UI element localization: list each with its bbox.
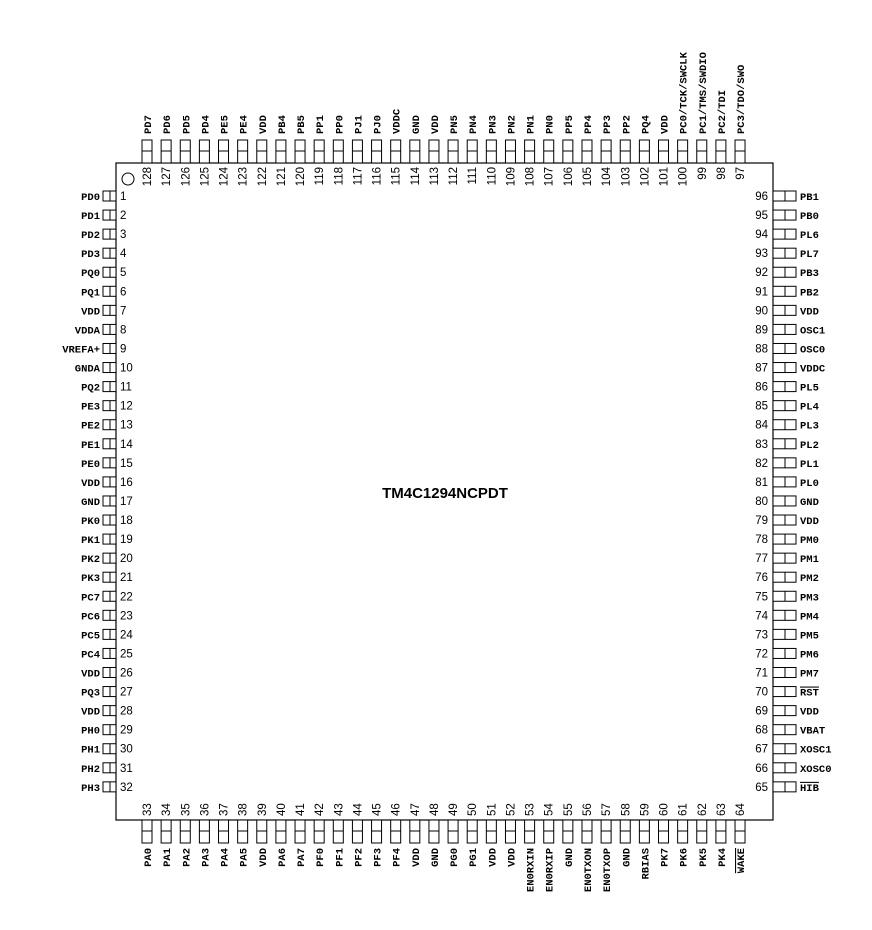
pin-label: PA2 xyxy=(181,848,194,867)
pin-label: VDD xyxy=(487,848,500,867)
pin-number: 48 xyxy=(428,803,441,816)
pin-number: 112 xyxy=(448,167,461,186)
pin-label: EN0RXIN xyxy=(525,848,538,893)
pin-label: PC7 xyxy=(81,592,100,605)
pin-number: 39 xyxy=(256,803,269,816)
pin-number: 45 xyxy=(371,803,384,816)
pin-number: 9 xyxy=(120,343,127,356)
pin-label: PM5 xyxy=(800,630,819,643)
pin-number: 100 xyxy=(677,167,690,187)
pin-label: PM7 xyxy=(800,668,819,681)
pin-label: PM2 xyxy=(800,573,819,586)
pin-label: PA3 xyxy=(200,848,213,867)
pin-label: PN1 xyxy=(525,115,538,134)
pin-label: PE3 xyxy=(81,401,100,414)
pin-number: 74 xyxy=(755,610,768,623)
pin-number: 114 xyxy=(409,167,422,186)
pin-number: 31 xyxy=(120,762,133,775)
pin-label: PC6 xyxy=(81,611,100,624)
pin-number: 91 xyxy=(755,286,768,299)
pin-number: 52 xyxy=(505,803,518,816)
pin-label: PB5 xyxy=(296,115,309,134)
pin-label: PN4 xyxy=(468,115,481,134)
pin-label: VDD xyxy=(410,848,423,867)
pin-label: PE2 xyxy=(81,420,100,433)
pin-label: PK4 xyxy=(716,848,729,867)
pin-label: PB2 xyxy=(800,287,819,300)
pin-label: PC4 xyxy=(81,649,100,662)
pin-number: 101 xyxy=(658,167,671,187)
pin-label: PK3 xyxy=(81,573,100,586)
pin-label: PP0 xyxy=(334,115,347,134)
pin-label: PP4 xyxy=(582,115,595,134)
pin-number: 56 xyxy=(581,803,594,816)
pin-number: 6 xyxy=(120,286,127,299)
pin-number: 108 xyxy=(524,167,537,187)
pin-label: VDD xyxy=(800,516,819,529)
pin-label: PC0/TCK/SWCLK xyxy=(678,52,691,134)
pin-number: 44 xyxy=(352,803,365,816)
pin-number: 10 xyxy=(120,362,133,375)
pin-label: VDD xyxy=(81,668,100,681)
pin-number: 126 xyxy=(180,167,193,187)
pin-label: PK0 xyxy=(81,516,100,529)
pin-number: 65 xyxy=(755,781,768,794)
chip-part-number: TM4C1294NCPDT xyxy=(382,485,508,502)
pin-number: 57 xyxy=(601,803,614,816)
pin-label: PD6 xyxy=(162,115,175,134)
pin-number: 32 xyxy=(120,781,133,794)
pin-number: 2 xyxy=(120,210,127,223)
pin-number: 119 xyxy=(314,167,327,186)
pin-number: 43 xyxy=(333,803,346,816)
pin-number: 80 xyxy=(755,495,768,508)
pin-number: 55 xyxy=(562,803,575,816)
pin-number: 12 xyxy=(120,400,133,413)
pin-number: 51 xyxy=(486,803,499,816)
pin-label: PL7 xyxy=(800,249,819,262)
pin-label: PH1 xyxy=(81,744,100,757)
pin-number: 49 xyxy=(448,803,461,816)
pin-number: 29 xyxy=(120,724,133,737)
pin-label: VDD xyxy=(800,306,819,319)
pin-number: 78 xyxy=(755,534,768,547)
pin-number: 34 xyxy=(161,803,174,816)
pin-label: VREFA+ xyxy=(62,344,100,357)
pin-label: OSC1 xyxy=(800,325,826,338)
pin-label: PQ1 xyxy=(81,287,100,300)
pin-label: PK7 xyxy=(659,848,672,867)
pin-label: PG1 xyxy=(468,848,481,867)
pin-number: 22 xyxy=(120,591,133,604)
pin-label: GND xyxy=(621,848,634,867)
pin-number: 37 xyxy=(218,803,231,816)
pin-number: 54 xyxy=(543,803,556,816)
pin-number: 120 xyxy=(295,167,308,187)
pin-number: 92 xyxy=(755,267,768,280)
pin-number: 87 xyxy=(755,362,768,375)
pin-label: PH2 xyxy=(81,763,100,776)
pin-label: PD3 xyxy=(81,249,100,262)
pin-label: GND xyxy=(429,848,442,867)
pin-number: 17 xyxy=(120,495,133,508)
pin-number: 77 xyxy=(755,553,768,566)
pin-label: PE5 xyxy=(219,115,232,134)
pin-number: 30 xyxy=(120,743,133,756)
pin-number: 124 xyxy=(218,167,231,187)
pin-label: PM6 xyxy=(800,649,819,662)
pin-label: PK6 xyxy=(678,848,691,867)
pin-number: 109 xyxy=(505,167,518,187)
pin-label: PP5 xyxy=(563,115,576,134)
pin-number: 97 xyxy=(735,167,748,180)
pin-label: VDDC xyxy=(391,108,404,134)
pin-number: 36 xyxy=(199,803,212,816)
pin-label: PC2/TDI xyxy=(716,89,729,134)
pin-label: PM4 xyxy=(800,611,819,624)
pin-label: PJ0 xyxy=(372,115,385,134)
pin-label: VDD xyxy=(659,115,672,134)
pin-number: 33 xyxy=(142,803,154,816)
pin-number: 82 xyxy=(755,457,768,470)
pin-label: VDDA xyxy=(74,325,100,338)
pin-label: PD0 xyxy=(81,192,100,204)
pin-label: EN0TXOP xyxy=(602,848,615,893)
pin-number: 20 xyxy=(120,553,133,566)
pin-label: PP1 xyxy=(315,115,328,134)
pin-label: PD1 xyxy=(81,211,100,224)
pin-number: 7 xyxy=(120,305,127,318)
pin-number: 116 xyxy=(371,167,384,186)
pin-label: PA1 xyxy=(162,848,175,867)
pin-number: 58 xyxy=(620,803,633,816)
pin-label: PM3 xyxy=(800,592,819,605)
pin-number: 128 xyxy=(142,167,154,187)
pin-label: PQ4 xyxy=(640,115,653,134)
pin-label: PL2 xyxy=(800,439,819,452)
pin-number: 110 xyxy=(486,167,499,186)
pin-number: 105 xyxy=(581,167,594,187)
pin-label: RBIAS xyxy=(640,848,653,880)
pin-number: 19 xyxy=(120,534,133,547)
pin-label: PG0 xyxy=(449,848,462,867)
pin-number: 15 xyxy=(120,457,133,470)
pin-number: 25 xyxy=(120,648,133,661)
pin-number: 96 xyxy=(755,191,768,203)
pin-label: PC3/TDO/SWO xyxy=(736,64,749,134)
pin-number: 8 xyxy=(120,324,127,337)
pin-number: 85 xyxy=(755,400,768,413)
pin-number: 99 xyxy=(696,167,709,180)
pin-label: PN3 xyxy=(487,115,500,134)
pin-label: PM1 xyxy=(800,554,819,567)
pin-label: WAKE xyxy=(736,848,749,874)
pin-number: 69 xyxy=(755,705,768,718)
pin-number: 11 xyxy=(120,381,132,394)
pin-label: VDD xyxy=(81,306,100,319)
pin-number: 46 xyxy=(390,803,403,816)
pin-number: 121 xyxy=(275,167,288,187)
pin-number: 38 xyxy=(237,803,250,816)
pin-label: PF4 xyxy=(391,848,404,867)
pin-number: 4 xyxy=(120,248,127,261)
pin-number: 61 xyxy=(677,803,690,816)
pin-number: 103 xyxy=(620,167,633,187)
pin-label: PL3 xyxy=(800,420,819,433)
pin-label: PD4 xyxy=(200,115,213,134)
pin-label: GND xyxy=(800,496,819,509)
pin-label: VDD xyxy=(81,706,100,719)
pin-number: 40 xyxy=(275,803,288,816)
pin-label: PJ1 xyxy=(353,115,366,134)
pin-label: EN0RXIP xyxy=(544,848,557,893)
pin-number: 53 xyxy=(524,803,537,816)
pin-label: PH3 xyxy=(81,782,100,795)
pin-label: PL0 xyxy=(800,477,819,490)
pin-number: 125 xyxy=(199,167,212,187)
pin-label: GND xyxy=(563,848,576,867)
pin-label: PP2 xyxy=(621,115,634,134)
pin-label: OSC0 xyxy=(800,344,826,357)
pin-label: PC5 xyxy=(81,630,100,643)
pin-number: 24 xyxy=(120,629,133,642)
pin-label: PD5 xyxy=(181,115,194,134)
pin-number: 76 xyxy=(755,572,768,585)
pin-label: XOSC0 xyxy=(800,763,832,776)
pin-label: PL6 xyxy=(800,230,819,243)
pin-label: PA4 xyxy=(219,848,232,867)
pin-label: PB4 xyxy=(276,115,289,134)
pin-label: VDD xyxy=(506,848,519,867)
pin-number: 16 xyxy=(120,476,133,489)
pin-label: PQ2 xyxy=(81,382,100,395)
pin-label: PF1 xyxy=(334,848,347,867)
pin-label: PL1 xyxy=(800,458,819,471)
pin-number: 62 xyxy=(696,803,709,816)
pin-number: 90 xyxy=(755,305,768,318)
pin-number: 89 xyxy=(755,324,768,337)
pin-label: VDD xyxy=(257,115,270,134)
pin-label: PE0 xyxy=(81,458,100,471)
pin-number: 3 xyxy=(120,229,127,242)
pin-number: 94 xyxy=(755,229,768,242)
pin-label: PM0 xyxy=(800,535,819,548)
pin-number: 93 xyxy=(755,248,768,261)
pin-label: VDD xyxy=(429,115,442,134)
pin-number: 81 xyxy=(755,476,768,489)
pin-label: PN2 xyxy=(506,115,519,134)
pin-label: PD7 xyxy=(143,115,155,134)
pin-number: 86 xyxy=(755,381,768,394)
pin-number: 1 xyxy=(120,191,127,203)
pin-label: PA5 xyxy=(238,848,251,867)
pin-number: 95 xyxy=(755,210,768,223)
pin-label: VDD xyxy=(257,848,270,867)
pin-number: 50 xyxy=(467,803,480,816)
pin-label: PB3 xyxy=(800,268,819,281)
pin-number: 84 xyxy=(755,419,768,432)
pin1-marker-icon xyxy=(122,173,134,185)
pin-label: RST xyxy=(800,687,819,700)
pin-number: 88 xyxy=(755,343,768,356)
pin-label: PE1 xyxy=(81,439,100,452)
pin-label: PC1/TMS/SWDIO xyxy=(697,52,710,134)
pin-label: VDD xyxy=(81,477,100,490)
pin-number: 59 xyxy=(639,803,652,816)
pin-number: 28 xyxy=(120,705,133,718)
pin-number: 71 xyxy=(755,667,768,680)
pin-label: PQ3 xyxy=(81,687,100,700)
pin-label: PN5 xyxy=(449,115,462,134)
pin-number: 26 xyxy=(120,667,133,680)
pin-number: 75 xyxy=(755,591,768,604)
pin-label: GND xyxy=(81,496,100,509)
pin-number: 35 xyxy=(180,803,193,816)
pin-number: 113 xyxy=(428,167,441,186)
pin-number: 70 xyxy=(755,686,768,699)
pin-number: 98 xyxy=(715,167,728,180)
pin-label: PL5 xyxy=(800,382,819,395)
pin-number: 13 xyxy=(120,419,133,432)
pin-number: 27 xyxy=(120,686,133,699)
pin-number: 104 xyxy=(601,167,614,187)
pin-number: 41 xyxy=(295,803,308,816)
pin-number: 122 xyxy=(256,167,269,187)
pin-label: PA6 xyxy=(276,848,289,867)
pin-number: 14 xyxy=(120,438,133,451)
pin-label: PQ0 xyxy=(81,268,100,281)
pin-number: 60 xyxy=(658,803,671,816)
pin-label: PA0 xyxy=(143,848,155,867)
pin-number: 23 xyxy=(120,610,133,623)
pin-label: PA7 xyxy=(296,848,309,867)
pin-number: 66 xyxy=(755,762,768,775)
pin-label: PB0 xyxy=(800,211,819,224)
pin-number: 102 xyxy=(639,167,652,187)
pin-number: 117 xyxy=(352,167,365,186)
pin-number: 79 xyxy=(755,515,768,528)
pin-label: PH0 xyxy=(81,725,100,738)
pin-number: 5 xyxy=(120,267,127,280)
pin-number: 73 xyxy=(755,629,768,642)
pin-label: PK5 xyxy=(697,848,710,867)
pin-number: 67 xyxy=(755,743,768,756)
pin-number: 68 xyxy=(755,724,768,737)
pin-label: PK2 xyxy=(81,554,100,567)
pin-label: PN0 xyxy=(544,115,557,134)
pin-number: 83 xyxy=(755,438,768,451)
pin-label: VDD xyxy=(800,706,819,719)
pin-label: GND xyxy=(410,115,423,134)
pin-number: 118 xyxy=(333,167,346,186)
pin-label: VDDC xyxy=(800,363,826,376)
pin-label: PB1 xyxy=(800,192,819,204)
pin-number: 18 xyxy=(120,515,133,528)
pin-number: 107 xyxy=(543,167,556,187)
pin-label: EN0TXON xyxy=(582,848,595,893)
pin-number: 47 xyxy=(409,803,422,816)
pin-label: PF3 xyxy=(372,848,385,867)
pin-label: HIB xyxy=(800,782,819,795)
pin-label: PL4 xyxy=(800,401,819,414)
pin-label: XOSC1 xyxy=(800,744,832,757)
pin-label: PF0 xyxy=(315,848,328,867)
pin-number: 64 xyxy=(735,803,748,816)
pin-label: PE4 xyxy=(238,115,251,134)
pin-number: 123 xyxy=(237,167,250,187)
pin-label: VBAT xyxy=(800,725,826,738)
pin-number: 42 xyxy=(314,803,327,816)
pin-number: 63 xyxy=(715,803,728,816)
pin-label: PF2 xyxy=(353,848,366,867)
pin-number: 111 xyxy=(467,167,480,185)
pin-number: 106 xyxy=(562,167,575,187)
pin-label: PK1 xyxy=(81,535,100,548)
pin-label: PP3 xyxy=(602,115,615,134)
pin-number: 72 xyxy=(755,648,768,661)
pin-number: 115 xyxy=(390,167,403,186)
pin-number: 127 xyxy=(161,167,174,187)
pin-label: GNDA xyxy=(74,363,100,376)
pin-number: 21 xyxy=(120,572,133,585)
pin-label: PD2 xyxy=(81,230,100,243)
